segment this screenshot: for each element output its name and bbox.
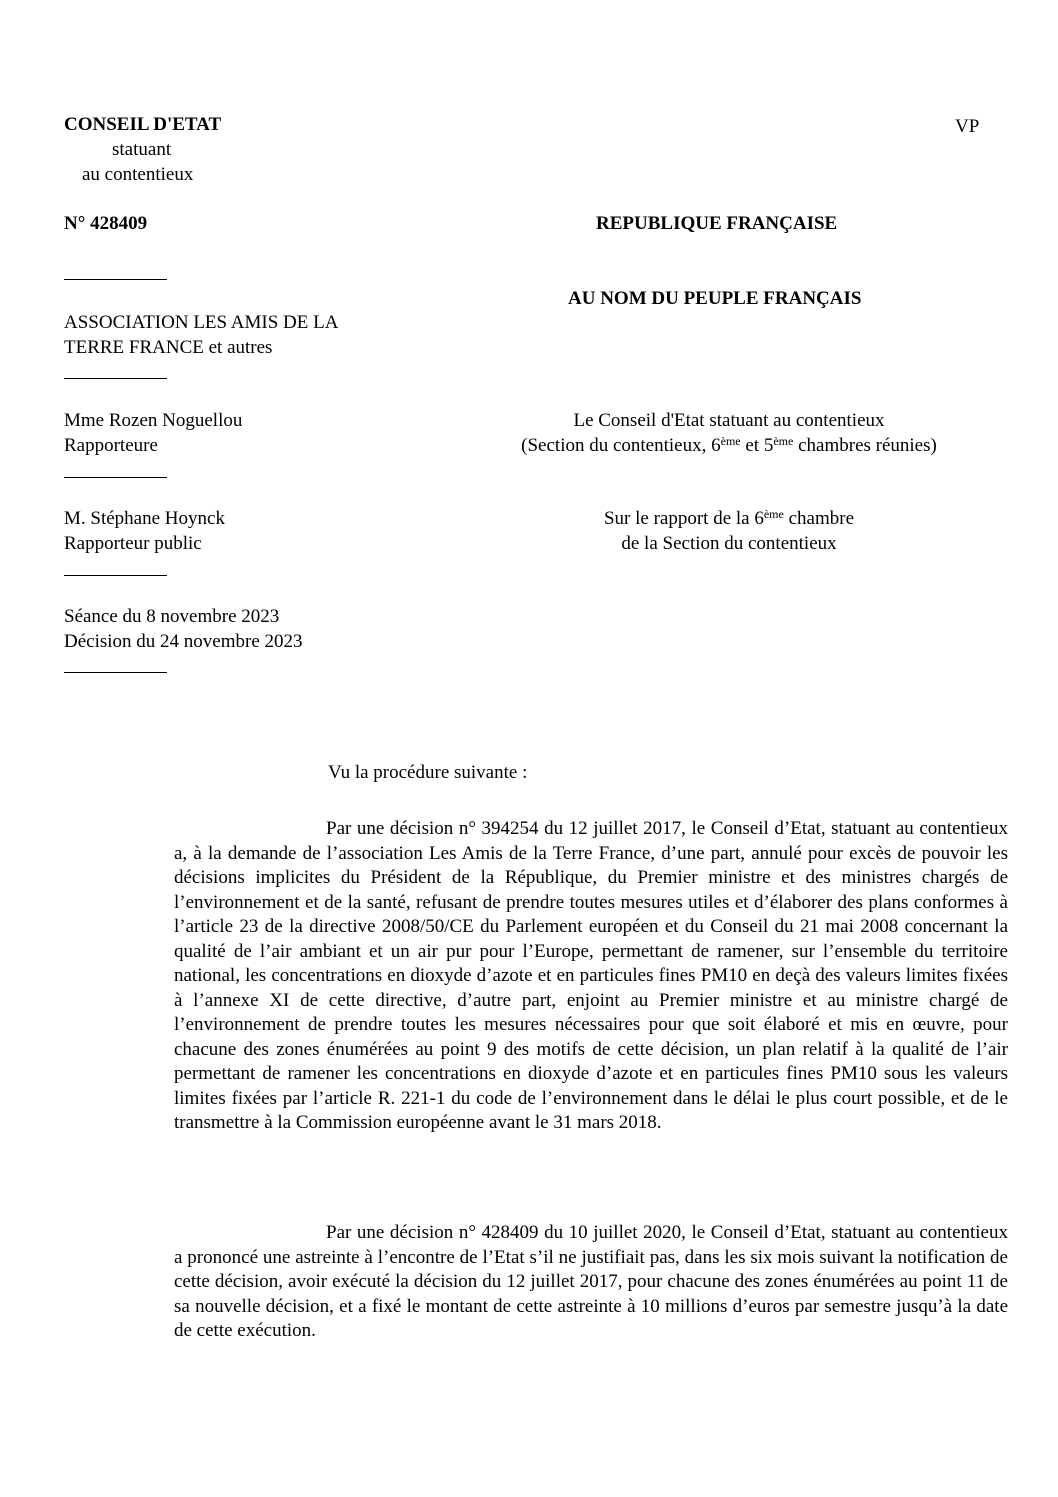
- formation-line-1: Le Conseil d'Etat statuant au contentieux: [573, 410, 885, 431]
- court-name: CONSEIL D'ETAT: [64, 114, 222, 135]
- paragraph-2: Par une décision n° 428409 du 10 juillet 2020, le Conseil d’Etat, statuant au contentieux a prononcé une astreinte à l’encontre de l’Etat s’il ne justifiait pas, dans les six mois suivant la notification de cette décision, avoir exécuté la décision du 12 juillet 2017, pour chacune des zones énumérées au point 11 de sa nouvelle décision, et a fixé le montant de cette astreinte à 10 millions d’euros par semestre jusqu’à la date de cette exécution.: [174, 1222, 1008, 1341]
- decision-date: Décision du 24 novembre 2023: [64, 631, 303, 652]
- case-number: N° 428409: [64, 213, 148, 234]
- divider: [64, 378, 167, 379]
- republic-heading: REPUBLIQUE FRANÇAISE: [596, 213, 838, 234]
- divider: [64, 477, 167, 478]
- procedure-heading: Vu la procédure suivante :: [328, 762, 528, 783]
- hearing-date: Séance du 8 novembre 2023: [64, 606, 280, 627]
- divider: [64, 575, 167, 576]
- paragraph-1: Par une décision n° 394254 du 12 juillet 2017, le Conseil d’Etat, statuant au contentieux a, à la demande de l’association Les Amis de la Terre France, d’une part, annulé pour excès de pouvoir les décisions implicites du Président de la République, du Premier ministre et des ministres chargés de l’environnement et de la santé, refusant de prendre toutes mesures utiles et d’élaborer des plans conformes à l’article 23 de la directive 2008/50/CE du Parlement européen et du Conseil du 21 mai 2008 concernant la qualité de l’air ambiant et un air pur pour l’Europe, permettant de ramener, sur l’ensemble du territoire national, les concentrations en dioxyde d’azote et en particules fines PM10 en deçà des valeurs limites fixées à l’annexe XI de cette directive, d’autre part, enjoint au Premier ministre et au ministre chargé de l’environnement de prendre toutes les mesures nécessaires pour que soit élaboré et mis en œuvre, pour chacune des zones énumérées au point 9 des motifs de cette décision, un plan relatif à la qualité de l’air permettant de ramener les concentrations en dioxyde d’azote et en particules fines PM10 sous les valeurs limites fixées par l’article R. 221-1 du code de l’environnement dans le délai le plus court possible, et de le transmettre à la Commission européenne avant le 31 mars 2018.: [174, 818, 1008, 1133]
- court-subtitle-1: statuant: [112, 139, 172, 160]
- divider: [64, 672, 167, 673]
- public-rapporteur-name: M. Stéphane Hoynck: [64, 508, 225, 529]
- rapporteur-role: Rapporteure: [64, 435, 158, 456]
- report-line-2: de la Section du contentieux: [621, 533, 837, 554]
- people-heading: AU NOM DU PEUPLE FRANÇAIS: [568, 288, 862, 309]
- parties-line-1: ASSOCIATION LES AMIS DE LA: [64, 312, 339, 333]
- divider: [64, 279, 167, 280]
- public-rapporteur-role: Rapporteur public: [64, 533, 202, 554]
- initials: VP: [955, 116, 980, 137]
- report-line-1: Sur le rapport de la 6ème chambre: [603, 507, 855, 529]
- parties-line-2: TERRE FRANCE et autres: [64, 337, 273, 358]
- court-subtitle-2: au contentieux: [82, 164, 194, 185]
- formation-line-2: (Section du contentieux, 6ème et 5ème chambres réunies): [521, 434, 937, 456]
- rapporteur-name: Mme Rozen Noguellou: [64, 410, 243, 431]
